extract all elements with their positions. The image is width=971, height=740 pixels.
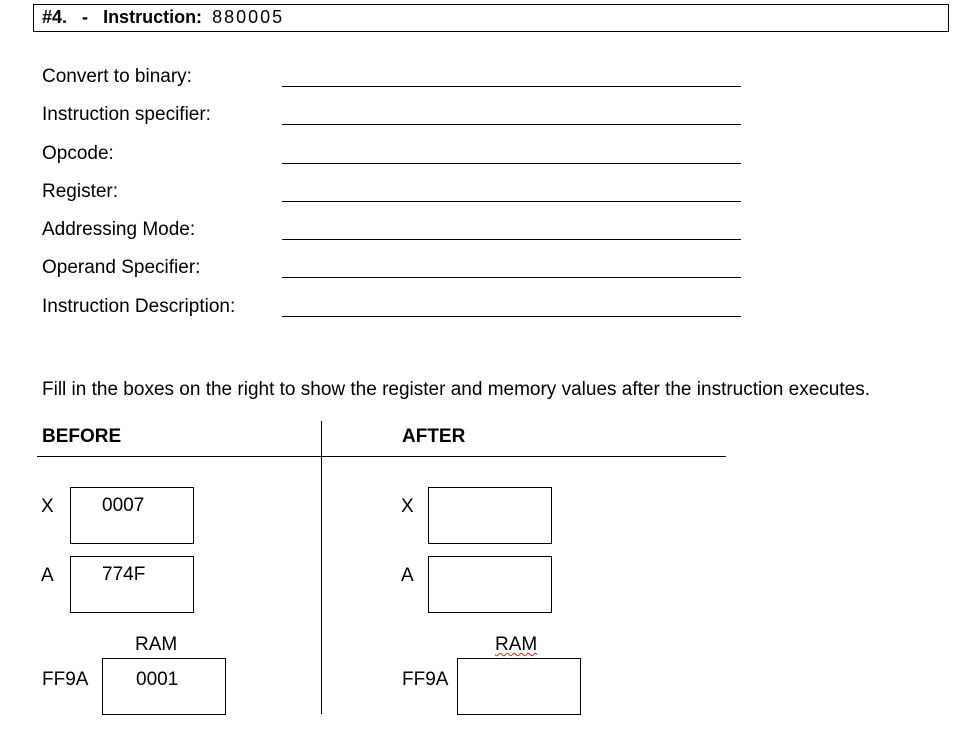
answer-line-register[interactable] xyxy=(282,201,741,202)
field-label-binary: Convert to binary: xyxy=(42,66,192,87)
question-header xyxy=(42,7,284,28)
before-register-a-value: 774F xyxy=(102,564,146,585)
after-register-a-label: A xyxy=(401,565,414,586)
header-separator: - xyxy=(82,7,89,27)
before-register-x-value: 0007 xyxy=(102,495,145,516)
instruction-label: Instruction: xyxy=(103,7,203,27)
instruction-code: 880005 xyxy=(212,7,285,27)
field-label-opcode: Opcode: xyxy=(42,143,114,164)
after-memory-address: FF9A xyxy=(402,669,449,690)
field-label-addressing-mode: Addressing Mode: xyxy=(42,219,196,240)
before-memory-address: FF9A xyxy=(42,669,89,690)
before-memory-box xyxy=(102,658,226,715)
after-heading: AFTER xyxy=(402,426,466,447)
before-heading: BEFORE xyxy=(42,426,122,447)
before-memory-value: 0001 xyxy=(136,669,179,690)
instructions-text: Fill in the boxes on the right to show the register and memory values after the instruction executes. xyxy=(42,379,870,400)
table-horizontal-divider xyxy=(37,456,726,457)
before-register-a-box xyxy=(70,556,194,613)
answer-line-instruction-description[interactable] xyxy=(282,316,741,317)
answer-line-addressing-mode[interactable] xyxy=(282,239,741,240)
answer-line-binary[interactable] xyxy=(282,86,741,87)
before-register-a-label: A xyxy=(41,565,54,586)
answer-line-opcode[interactable] xyxy=(282,163,741,164)
after-memory-box[interactable] xyxy=(457,658,581,715)
question-number: #4. xyxy=(42,7,68,27)
table-vertical-divider xyxy=(321,421,322,714)
after-ram-label: RAM xyxy=(495,634,538,655)
field-label-operand-specifier: Operand Specifier: xyxy=(42,257,201,278)
field-label-instruction-specifier: Instruction specifier: xyxy=(42,104,211,125)
answer-line-instruction-specifier[interactable] xyxy=(282,124,741,125)
before-register-x-box xyxy=(70,487,194,544)
before-ram-label: RAM xyxy=(135,634,178,655)
field-label-register: Register: xyxy=(42,181,119,202)
after-register-x-label: X xyxy=(401,496,414,517)
after-register-a-box[interactable] xyxy=(428,556,552,613)
before-register-x-label: X xyxy=(41,496,54,517)
after-register-x-box[interactable] xyxy=(428,487,552,544)
answer-line-operand-specifier[interactable] xyxy=(282,277,741,278)
field-label-instruction-description: Instruction Description: xyxy=(42,296,236,317)
